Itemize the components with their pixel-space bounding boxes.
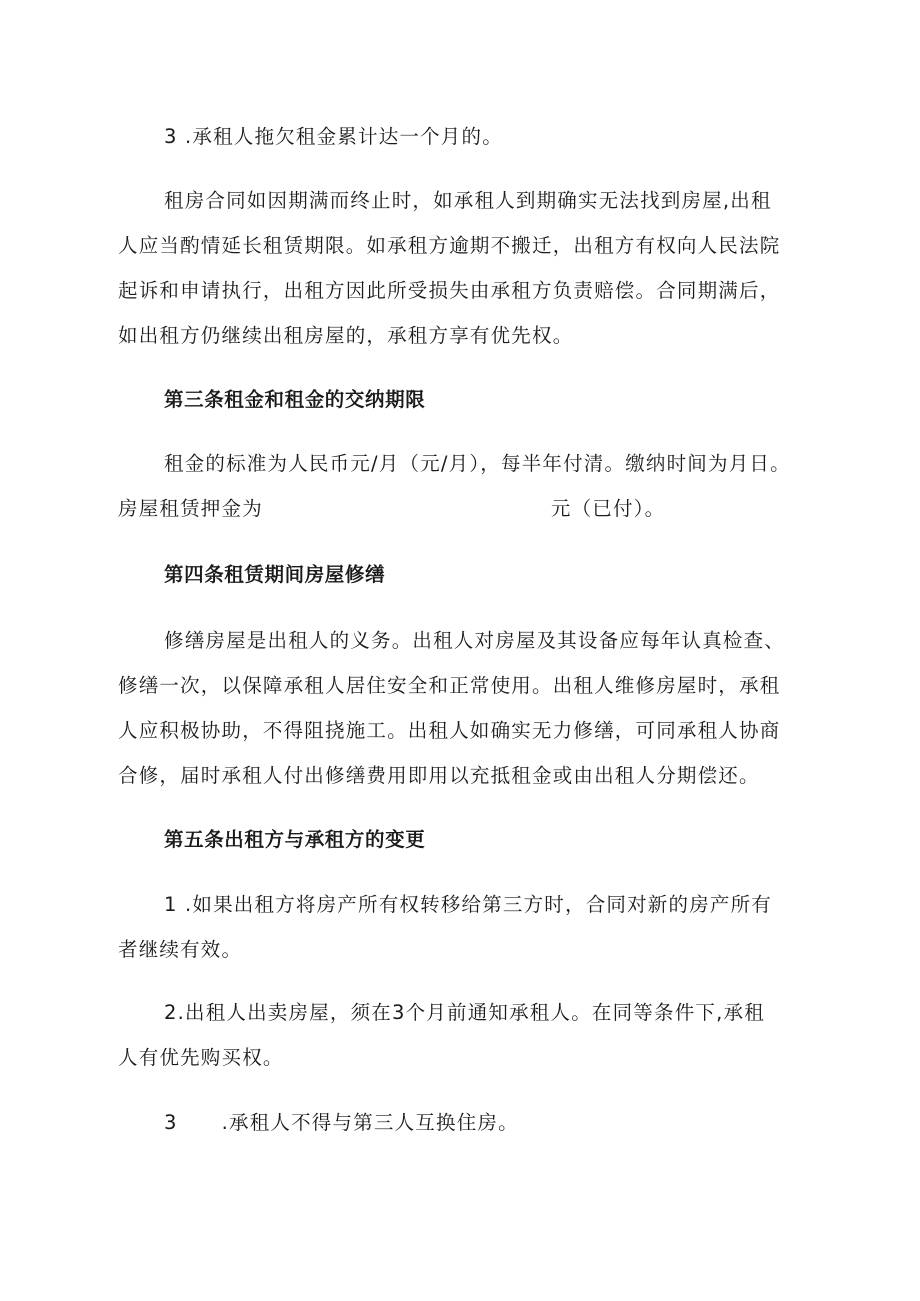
- item-number: 3: [164, 1111, 178, 1134]
- deposit-label: 房屋租赁押金为: [118, 497, 263, 520]
- paragraph-repairs: [118, 618, 818, 798]
- item-text: .承租人不得与第三人互换住房。: [221, 1111, 519, 1134]
- text-line: 2.出租人出卖房屋，须在3个月前通知承租人。在同等条件下,承租: [164, 1001, 765, 1024]
- text-line: [118, 1100, 818, 1145]
- text-line: 人有优先购买权。: [118, 1046, 284, 1069]
- paragraph-rent-terms: [118, 441, 818, 531]
- text-line: 1 .如果出租方将房产所有权转移给第三方时，合同对新的房产所有: [164, 893, 773, 916]
- text-line: 人应当酌情延长租赁期限。如承租方逾期不搬迁，出租方有权向人民法院: [118, 234, 781, 257]
- section-heading-article-5: 第五条出租方与承租方的变更: [164, 828, 426, 851]
- text-line: 修缮房屋是出租人的义务。出租人对房屋及其设备应每年认真检查、: [164, 629, 786, 652]
- text-line: 如出租方仍继续出租房屋的，承租方享有优先权。: [118, 324, 574, 347]
- text-line: 租金的标准为人民币元/月（元/月），每半年付清。缴纳时间为月日。: [164, 452, 791, 475]
- section-heading-article-4: 第四条租赁期间房屋修缮: [164, 563, 386, 586]
- clause-item-1-transfer: [118, 882, 818, 972]
- clause-item-3-no-exchange: [118, 1100, 818, 1145]
- text-line: 起诉和申请执行，出租方因此所受损失由承租方负责赔偿。合同期满后，: [118, 279, 781, 302]
- text-line: [118, 486, 818, 531]
- section-heading-article-3: 第三条租金和租金的交纳期限: [164, 388, 426, 411]
- text-line: 3 .承租人拖欠租金累计达一个月的。: [164, 125, 503, 148]
- text-line: 合修，届时承租人付出修缮费用即用以充抵租金或由出租人分期偿还。: [118, 764, 760, 787]
- clause-item-3-arrears: [118, 114, 818, 159]
- text-line: 者继续有效。: [118, 938, 243, 961]
- deposit-status: 元（已付）。: [550, 497, 666, 520]
- text-line: 人应积极协助，不得阻挠施工。出租人如确实无力修缮，可同承租人协商: [118, 719, 781, 742]
- text-line: 修缮一次，以保障承租人居住安全和正常使用。出租人维修房屋时，承租: [118, 674, 781, 697]
- text-line: 租房合同如因期满而终止时，如承租人到期确实无法找到房屋,出租: [164, 189, 772, 212]
- paragraph-lease-expiry: [118, 178, 818, 358]
- clause-item-2-sale-notice: [118, 990, 818, 1080]
